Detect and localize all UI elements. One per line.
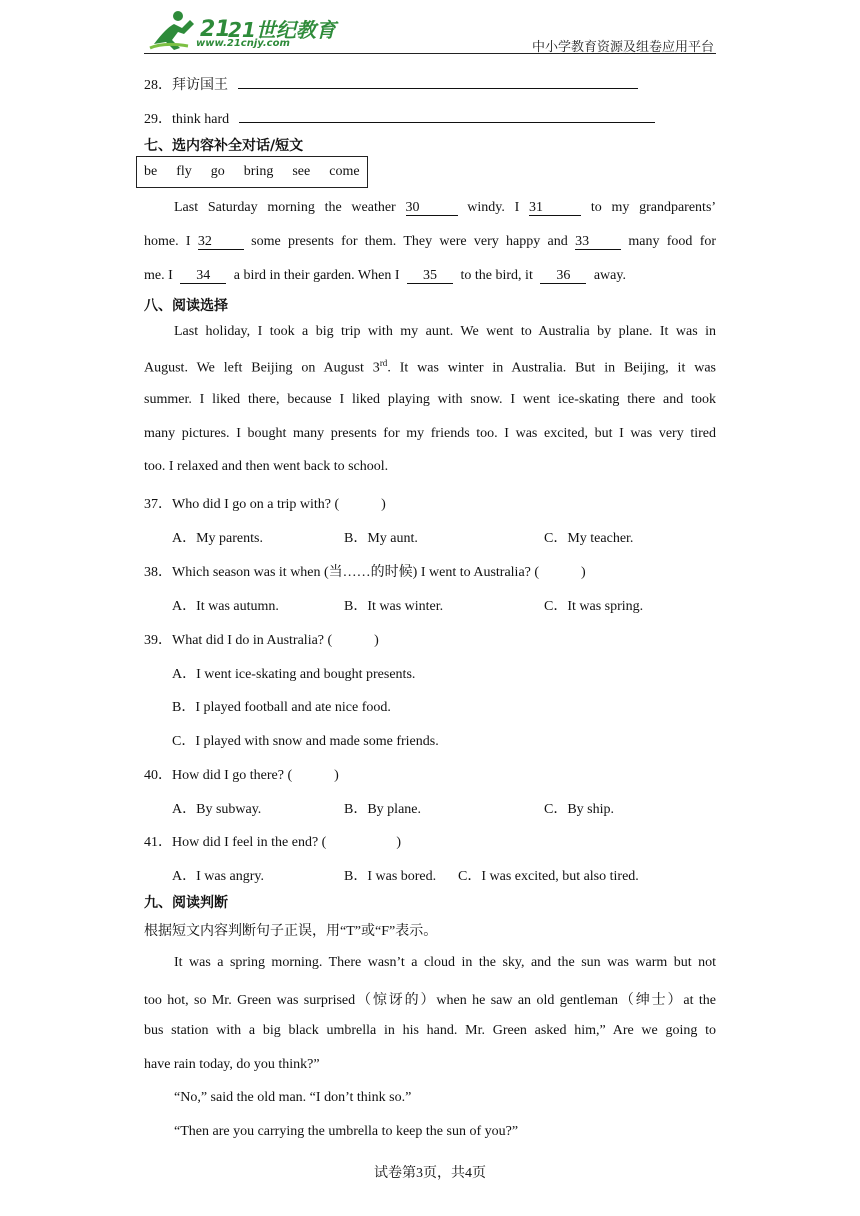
word-bank-item: come [329,164,360,179]
question-38: 38．Which season was it when (当……的时候) I went to Australia? ( ) [144,565,586,580]
word-bank [136,156,368,188]
passage-line: too hot, so Mr. Green was surprised（惊讶的）when he saw an old gentleman（绅士）at the [144,993,716,1008]
option-c[interactable]: C．It was spring. [544,599,644,614]
answer-line[interactable] [239,111,655,123]
cloze-line-3: me. I 34 a bird in their garden. When I 35 to the bird, it 36 away. [144,268,626,283]
question-41: 41．How did I feel in the end? ( ) [144,835,401,850]
logo-text: 21世纪教育 [228,18,336,42]
question-29: 29．think hard [144,108,655,128]
question-28: 28．拜访国王 [144,74,638,94]
passage-line: August. We left Beijing on August 3rd. It was winter in Australia. But in Beijing, it was [144,358,716,376]
word-bank-item: see [292,164,311,179]
option-a[interactable]: A．I went ice-skating and bought presents. [172,667,416,682]
option-c[interactable]: C．My teacher. [544,531,634,546]
passage-line: bus station with a big black umbrella in his hand. Mr. Green asked him,” Are we going to [144,1023,716,1038]
passage-line: Last holiday, I took a big trip with my aunt. We went to Australia by plane. It was in [174,324,716,339]
word-bank-item: go [210,164,225,179]
logo-url-text: www.21cnjy.com [196,38,290,49]
blank-32[interactable]: 32 [198,235,244,250]
word-bank-item: be [144,164,158,179]
section-7-title: 七、选内容补全对话/短文 [144,138,304,154]
passage-line: too. I relaxed and then went back to school. [144,459,389,474]
instruction: 根据短文内容判断句子正误，用“T”或“F”表示。 [144,924,438,939]
question-40: 40．How did I go there? ( ) [144,768,339,783]
platform-name: 中小学教育资源及组卷应用平台 [531,39,714,54]
option-c[interactable]: C．I was excited, but also tired. [458,869,639,884]
option-b[interactable]: B．My aunt. [344,531,418,546]
page-number: 试卷第3页，共4页 [374,1166,486,1181]
question-39: 39．What did I do in Australia? ( ) [144,633,379,648]
option-c[interactable]: C．By ship. [544,802,615,817]
blank-31[interactable]: 31 [529,201,581,216]
passage-line: many pictures. I bought many presents for my friends too. I was excited, but I was very tired [144,426,716,441]
passage-line: have rain today, do you think?” [144,1057,320,1072]
option-a[interactable]: A．My parents. [172,531,263,546]
passage-line: It was a spring morning. There wasn’t a cloud in the sky, and the sun was warm but not [174,955,716,970]
svg-text:21: 21 [200,17,231,42]
word-bank-item: bring [243,164,274,179]
section-8-title: 八、阅读选择 [144,298,228,314]
blank-34[interactable]: 34 [180,269,226,284]
answer-line[interactable] [238,77,638,89]
question-37: 37．Who did I go on a trip with? ( ) [144,497,386,512]
section-9-title: 九、阅读判断 [144,895,228,911]
word-bank-item: fly [176,164,192,179]
option-b[interactable]: B．I played football and ate nice food. [172,700,391,715]
option-b[interactable]: B．By plane. [344,802,421,817]
option-b[interactable]: B．It was winter. [344,599,444,614]
header-divider [144,53,716,54]
cloze-line-1: Last Saturday morning the weather 30 windy. I 31 to my grandparents’ [174,200,717,215]
blank-30[interactable]: 30 [406,201,458,216]
passage-line: “No,” said the old man. “I don’t think so.” [174,1090,412,1105]
option-a[interactable]: A．I was angry. [172,869,265,884]
blank-36[interactable]: 36 [540,269,586,284]
passage-line: summer. I liked there, because I liked playing with snow. I went ice-skating there and took [144,392,716,407]
blank-35[interactable]: 35 [407,269,453,284]
cloze-line-2: home. I 32 some presents for them. They were very happy and 33 many food for [144,234,717,249]
blank-33[interactable]: 33 [575,235,621,250]
option-a[interactable]: A．By subway. [172,802,262,817]
passage-line: “Then are you carrying the umbrella to keep the sun of you?” [174,1124,519,1139]
option-b[interactable]: B．I was bored. [344,869,437,884]
option-c[interactable]: C．I played with snow and made some friends. [172,734,439,749]
option-a[interactable]: A．It was autumn. [172,599,279,614]
